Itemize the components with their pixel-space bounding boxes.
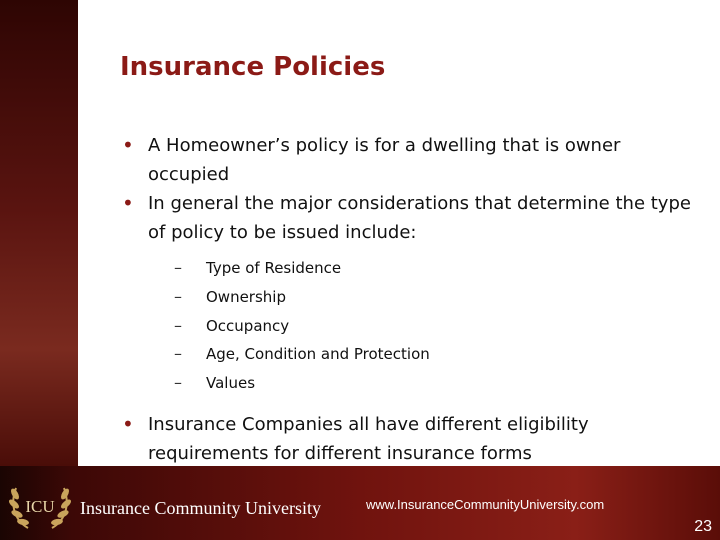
page-number: 23: [694, 518, 712, 535]
slide-content: [78, 0, 720, 466]
bullet-text: A Homeowner’s policy is for a dwelling that is owner occupied: [148, 135, 621, 185]
sub-bullet-list: [148, 254, 692, 398]
sub-bullet-item: – Ownership: [148, 283, 692, 312]
icu-laurel-logo: [6, 470, 74, 536]
bullet-item: [122, 189, 692, 398]
bullet-text: Insurance Companies all have different eligibility requirements for different insurance forms: [148, 413, 589, 464]
org-name: Insurance Community University: [80, 498, 321, 518]
sub-bullet-item: – Occupancy: [148, 312, 692, 341]
website-url: www.InsuranceCommunityUniversity.com: [366, 497, 605, 512]
side-decor-panel: [0, 0, 78, 466]
sub-bullet-item: – Values: [148, 369, 692, 398]
slide-title: Insurance Policies: [120, 52, 386, 82]
bullet-item: [122, 131, 692, 189]
logo-text: ICU: [25, 497, 55, 516]
sub-bullet-item: – Age, Condition and Protection: [148, 340, 692, 369]
footer-bar: [0, 466, 720, 540]
bullet-item: [122, 410, 692, 468]
bullet-text: In general the major considerations that determine the type of policy to be issued include:: [148, 193, 691, 243]
sub-bullet-item: – Type of Residence: [148, 254, 692, 283]
bullet-list: [122, 131, 692, 468]
